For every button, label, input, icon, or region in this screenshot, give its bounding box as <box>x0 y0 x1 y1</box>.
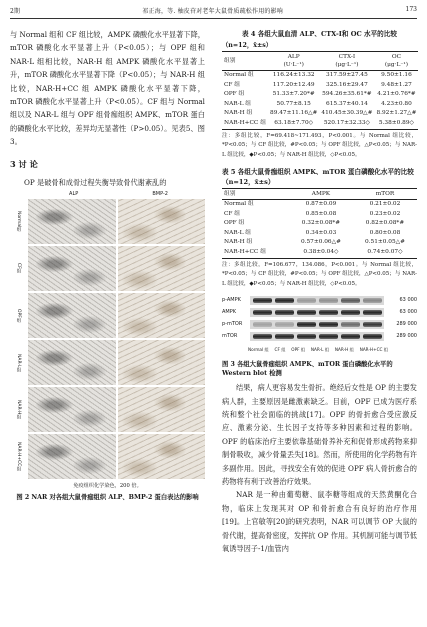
table4-cell: NAR-L 组 <box>224 100 252 107</box>
blot-band <box>275 322 294 327</box>
table4-row <box>222 71 418 81</box>
figure-2 <box>10 191 205 501</box>
table4-row <box>222 119 418 129</box>
table4-header-cell: 组别 <box>224 58 236 64</box>
blot-band <box>297 298 316 303</box>
micrograph-alp-nar-h <box>28 387 116 432</box>
blot-weight-label: 63 000 <box>399 297 417 304</box>
blot-band <box>363 310 382 315</box>
micrograph-alp-nar-h-cc <box>28 434 116 479</box>
micrograph-alp-normal <box>28 199 116 244</box>
micrograph-bmp2-normal <box>118 199 206 244</box>
table-5-body <box>222 200 417 259</box>
blot-band <box>363 298 382 303</box>
blot-band <box>275 298 294 303</box>
discussion-paragraph-right-2: NAR 是一种由葡萄糖、鼠李糖等组成的天然黄酮化合物，临床上发现其对 OP 和骨折愈合有良好的治疗作用[19]。上官敏等[20]的研究表明，NAR 可以调节 OP 大鼠的骨代谢，提高骨密度，发挥抗 OP 作用。其机制可能与调节低氧诱导因子-1/血管内 <box>222 490 417 553</box>
blot-band <box>297 334 316 339</box>
table5-cell: OPF 组 <box>224 220 245 227</box>
table5-cell: 0.32±0.08*# <box>301 220 341 227</box>
table5-cell: 0.87±0.09 <box>305 201 337 208</box>
blot-group-labels <box>248 347 388 353</box>
issue-number: 2期 <box>10 8 20 15</box>
micrograph-alp-cf <box>28 246 116 291</box>
row-label-opf: OPF组 <box>16 308 21 323</box>
blot-weight-label: 289 000 <box>396 333 417 340</box>
table5-cell: NAR-H+CC 组 <box>224 249 267 256</box>
table-4-note: 注：多组比较，F=69.418~171.493，P<0.001。与 Normal 组比较，*P<0.05；与 CF 组比较，#P<0.05；与 OPF 组比较，△P<0.05；与 NAR-L 组比较，◆P<0.05；与 NAR-H 组比较，◇P<0.05。 <box>222 132 417 158</box>
blot-band <box>341 322 360 327</box>
table-4-header-row <box>222 52 418 71</box>
blot-band <box>319 322 338 327</box>
blot-band <box>253 298 272 303</box>
micrograph-alp-opf <box>28 293 116 338</box>
table5-cell: NAR-H 组 <box>224 239 253 246</box>
figure-2-note: 免疫组织化学染色，200 倍。 <box>73 483 142 490</box>
table4-cell: 9.50±1.16 <box>381 72 412 78</box>
table4-row <box>222 81 418 91</box>
table-4 <box>222 51 418 130</box>
blot-band <box>319 298 338 303</box>
table5-row <box>222 238 417 248</box>
col-label-bmp2: BMP-2 <box>152 191 168 198</box>
table4-cell: 410.45±30.39△# <box>321 110 373 117</box>
table4-cell: 5.38±0.89◇ <box>378 119 415 126</box>
table4-cell: 117.20±12.49 <box>272 81 315 88</box>
micrograph-bmp2-opf <box>118 293 206 338</box>
table5-row <box>222 210 417 220</box>
table-5-caption: 表 5 各组大鼠骨痂组织 AMPK、mTOR 蛋白磷酸化水平的比较（n=12，x̄±s） <box>222 168 414 187</box>
blot-band <box>297 322 316 327</box>
table4-cell: 50.77±8.15 <box>276 100 311 107</box>
table5-cell: 0.82±0.08*# <box>365 220 405 227</box>
blot-group-label: CF 组 <box>274 347 286 353</box>
blot-weight-label: 63 000 <box>399 309 417 316</box>
table4-cell: 4.21±0.76*# <box>377 91 416 98</box>
table4-cell: 520.17±32.33◇ <box>323 119 371 126</box>
blot-band <box>275 310 294 315</box>
blot-label-mtor: mTOR <box>222 333 238 340</box>
blot-band <box>297 310 316 315</box>
blot-group-label: NAR-H 组 <box>334 347 354 353</box>
blot-band <box>319 310 338 315</box>
figure-2-caption: 图 2 NAR 对各组大鼠骨痂组织 ALP、BMP-2 蛋白表达的影响 <box>16 494 199 502</box>
blot-band <box>319 334 338 339</box>
table4-cell: 4.23±0.80 <box>381 100 412 107</box>
table5-row <box>222 248 417 258</box>
table4-row <box>222 90 418 100</box>
blot-group-label: NAR-L 组 <box>310 347 330 353</box>
left-column <box>10 28 205 501</box>
table5-cell: 0.51±0.05△# <box>364 239 405 246</box>
table4-cell: 594.26±35.61*# <box>322 91 372 98</box>
micrograph-bmp2-nar-l <box>118 340 206 385</box>
page-number: 173 <box>405 6 417 13</box>
table4-cell: 8.92±1.27△# <box>376 110 417 117</box>
table4-header-cell: OC (μg·L⁻¹) <box>384 54 408 68</box>
table-5 <box>222 188 417 259</box>
table5-cell: 0.80±0.08 <box>369 229 401 236</box>
table5-cell: 0.38±0.04◇ <box>303 249 339 256</box>
table-5-note: 注：多组比较，F=106.677，134.086，P<0.001。与 Normal 组比较，*P<0.05；与 CF 组比较，#P<0.05；与 OPF 组比较，△P<0.05；与 NAR-L 组比较，◆P<0.05；与 NAR-H 组比较，◇P<0.05。 <box>222 261 417 287</box>
blot-band <box>275 334 294 339</box>
table5-header-cell: AMPK <box>311 191 331 198</box>
row-label-nar-h: NAR-H组 <box>16 400 21 420</box>
table4-cell: 9.48±1.27 <box>381 81 412 88</box>
table5-row <box>222 219 417 229</box>
discussion-paragraph: OP 是破骨和成骨过程失衡导致骨代谢紊乱的 <box>24 177 167 187</box>
blot-label-ampk: AMPK <box>222 309 237 316</box>
table5-cell: 0.21±0.02 <box>369 201 401 208</box>
blot-label-p-ampk: p-AMPK <box>222 297 241 304</box>
table4-cell: 89.47±11.16△# <box>270 110 318 117</box>
blot-group-label: OPF 组 <box>291 347 306 353</box>
micrograph-bmp2-cf <box>118 246 206 291</box>
blot-band <box>341 298 360 303</box>
table-5-header-row <box>222 189 417 200</box>
table5-cell: CF 组 <box>224 210 241 217</box>
table5-row <box>222 200 417 210</box>
figure-3-caption: 图 3 各组大鼠骨痂组织 AMPK、mTOR 蛋白磷酸化水平的 Western blot 检测 <box>222 361 393 378</box>
page-header <box>10 6 417 19</box>
table4-header-cell: CTX-Ⅰ (μg·L⁻¹) <box>335 54 359 68</box>
table5-row <box>222 229 417 239</box>
blot-label-p-mtor: p-mTOR <box>222 321 243 328</box>
table-4-body <box>222 71 418 130</box>
blot-band <box>363 334 382 339</box>
table4-cell: 51.33±7.20*# <box>272 91 315 98</box>
table5-cell: 0.34±0.03 <box>305 229 337 236</box>
blot-band <box>253 334 272 339</box>
table5-header-cell: mTOR <box>375 191 395 198</box>
table4-cell: 63.18±7.70◇ <box>274 119 314 126</box>
blot-band <box>253 310 272 315</box>
table5-cell: 0.85±0.08 <box>305 210 337 217</box>
row-label-nar-l: NAR-L组 <box>16 353 21 372</box>
blot-strip-ampk <box>250 308 384 317</box>
table4-header-cell: ALP (U·L⁻¹) <box>283 54 304 68</box>
table5-cell: 0.57±0.06△# <box>300 239 341 246</box>
blot-group-label: NAR-H+CC 组 <box>359 347 388 353</box>
table5-cell: NAR-L 组 <box>224 229 252 236</box>
micrograph-bmp2-nar-h-cc <box>118 434 206 479</box>
blot-group-label: Normal 组 <box>248 347 269 353</box>
blot-band <box>253 322 272 327</box>
row-label-normal: Normal组 <box>16 211 21 232</box>
table5-cell: 0.74±0.07◇ <box>367 249 403 256</box>
table4-cell: 615.37±40.14 <box>326 100 368 107</box>
table5-cell: Normal 组 <box>224 201 254 208</box>
row-label-nar-h-cc: NAR-H+CC组 <box>16 442 21 472</box>
micrograph-bmp2-nar-h <box>118 387 206 432</box>
blot-band <box>363 322 382 327</box>
table4-cell: OPF 组 <box>224 91 245 98</box>
micrograph-alp-nar-l <box>28 340 116 385</box>
table5-header-cell: 组别 <box>224 191 236 198</box>
table4-cell: 317.59±27.45 <box>326 72 368 78</box>
table-4-subtitle: （n=12，x̄±s） <box>222 42 273 49</box>
table4-row <box>222 100 418 110</box>
table4-cell: 325.16±29.47 <box>326 81 368 88</box>
table4-cell: CF 组 <box>224 81 241 88</box>
results-paragraph: 与 Normal 组和 CF 组比较，AMPK 磷酸化水平显著下降，mTOR 磷酸化水平显著上升（P<0.05）；与 OPF 组和 NAR-L 组相比较，NAR-H 组 AMPK 磷酸化水平显著上升，mTOR 磷酸化水平显著下降（P<0.05）；与 NAR-H 组比较，NAR-H+CC 组 AMPK 磷酸化水平显著下降，mTOR 磷酸化水平显著上升（P<0.05）。CF 组与 Normal 组以及 NAR-L 组与 OPF 组骨痂组织 AMPK、mTOR 蛋白的磷酸化水平比较，差异均无显著性（P>0.05）。见表5、图3。 <box>10 30 205 147</box>
table4-cell: NAR-H 组 <box>224 110 253 117</box>
blot-weight-label: 289 000 <box>396 321 417 328</box>
figure-2-column-headers <box>10 191 205 199</box>
running-title: 祁正海，等. 柚皮苷对老年大鼠骨质疏松作用的影响 <box>142 8 283 15</box>
table5-cell: 0.23±0.02 <box>369 210 401 217</box>
blot-strip-p-ampk <box>250 296 384 305</box>
blot-band <box>341 310 360 315</box>
right-column <box>222 28 417 555</box>
blot-strip-mtor <box>250 332 384 341</box>
discussion-paragraph-right-1: 结果，病人更容易发生骨折。绝经后女性是 OP 的主要发病人群，主要原因是雌激素缺乏。目前，OPF 已成为医疗系统和整个社会面临的挑战[17]。OPF 的骨折愈合受应激反应、激素分泌、生长因子支持等多种因素和过程的影响。OPF 的临床治疗主要依靠基础骨养补充和促骨形成药物来抑制骨吸收，减少骨量丢失[18]。然而，所使用的化学药物有许多副作用。因此，寻找安全有效的促进 OPF 病人骨折愈合的药物将有利于改善治疗效果。 <box>222 383 417 486</box>
blot-band <box>341 334 360 339</box>
table4-cell: Normal 组 <box>224 72 254 78</box>
western-blot-figure <box>222 295 417 357</box>
table4-row <box>222 109 418 119</box>
figure-2-image-grid <box>10 199 205 479</box>
table-4-caption: 表 4 各组大鼠血清 ALP、CTX-Ⅰ和 OC 水平的比较 <box>242 30 397 38</box>
row-label-cf: CF组 <box>16 263 21 274</box>
table4-cell: NAR-H+CC 组 <box>224 119 267 126</box>
col-label-alp: ALP <box>69 191 79 198</box>
blot-strip-p-mtor <box>250 320 384 329</box>
table4-cell: 116.24±13.32 <box>272 72 315 78</box>
section-heading-discussion: 3 讨 论 <box>10 158 38 169</box>
